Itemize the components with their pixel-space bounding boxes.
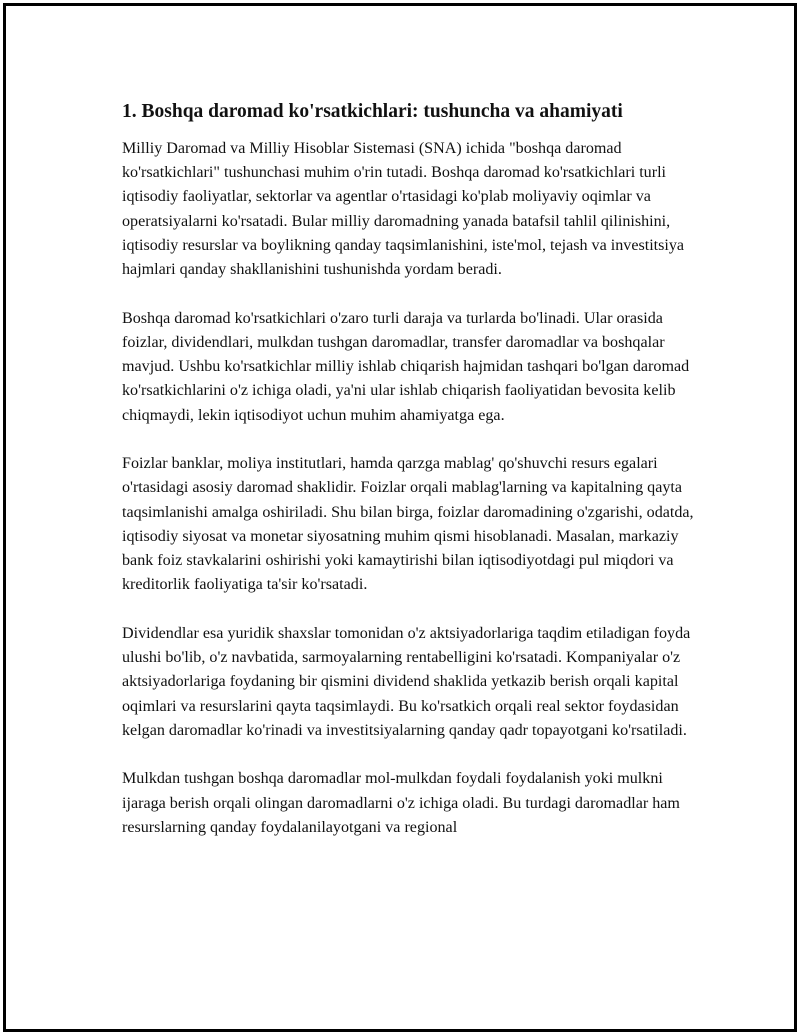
paragraph-1: Milliy Daromad va Milliy Hisoblar Sistemasi (SNA) ichida "boshqa daromad ko'rsatkichlari" tushunchasi muhim o'rin tutadi. Boshqa daromad ko'rsatkichlari turli iqtisodiy faoliyatlar, sektorlar va agentlar o'rtasidagi ko'plab moliyaviy oqimlar va operatsiyalarni ko'rsatadi. Bular milliy daromadning yanada batafsil tahlil qilinishini, iqtisodiy resurslar va boylikning qanday taqsimlanishini, iste'mol, tejash va investitsiya hajmlari qanday shakllanishini tushunishda yordam beradi. (122, 140, 685, 279)
paragraph-3: Foizlar banklar, moliya institutlari, hamda qarzga mablag' qo'shuvchi resurs egalari o'rtasidagi asosiy daromad shaklidir. Foizlar orqali mablag'larning va kapitalning qayta taqsimlanishi amalga oshiriladi. Shu bilan birga, foizlar daromadining o'zgarishi, odatda, iqtisodiy siyosat va monetar siyosatning muhim qismi hisoblanadi. Masalan, markaziy bank foiz stavkalarini oshirishi yoki kamaytirishi bilan iqtisodiyotdagi pul miqdori va kreditorlik faoliyatiga ta'sir ko'rsatadi. (122, 455, 694, 594)
paragraph-5: Mulkdan tushgan boshqa daromadlar mol-mulkdan foydali foydalanish yoki mulkni ijaraga berish orqali olingan daromadlarni o'z ichiga oladi. Bu turdagi daromadlar ham resurslarning qanday foydalanilayotgani va regional (122, 770, 680, 836)
paragraph-4: Dividendlar esa yuridik shaxslar tomonidan o'z aktsiyadorlariga taqdim etiladigan foyda ulushi bo'lib, o'z navbatida, sarmoyalarning rentabelligini ko'rsatadi. Kompaniyalar o'z aktsiyadorlariga foydaning bir qismini dividend shaklida yetkazib berish orqali kapital oqimlari va resurslarini qayta taqsimlaydi. Bu ko'rsatkich orqali real sektor foydasidan kelgan daromadlar ko'rinadi va investitsiyalarning qanday qadr topayotgani ko'rsatiladi. (122, 624, 691, 739)
paragraph-2: Boshqa daromad ko'rsatkichlari o'zaro turli daraja va turlarda bo'linadi. Ular orasida foizlar, dividendlari, mulkdan tushgan daromadlar, transfer daromadlar va boshqalar mavjud. Ushbu ko'rsatkichlar milliy ishlab chiqarish hajmidan tashqari bo'lgan daromad ko'rsatkichlarini o'z ichiga oladi, ya'ni ular ishlab chiqarish faoliyatidan bevosita kelib chiqmaydi, lekin iqtisodiyot uchun muhim ahamiyatga ega. (122, 309, 690, 424)
section-heading: 1. Boshqa daromad ko'rsatkichlari: tushuncha va ahamiyati (122, 101, 623, 122)
document-body (122, 99, 702, 865)
page-frame (3, 3, 797, 1032)
